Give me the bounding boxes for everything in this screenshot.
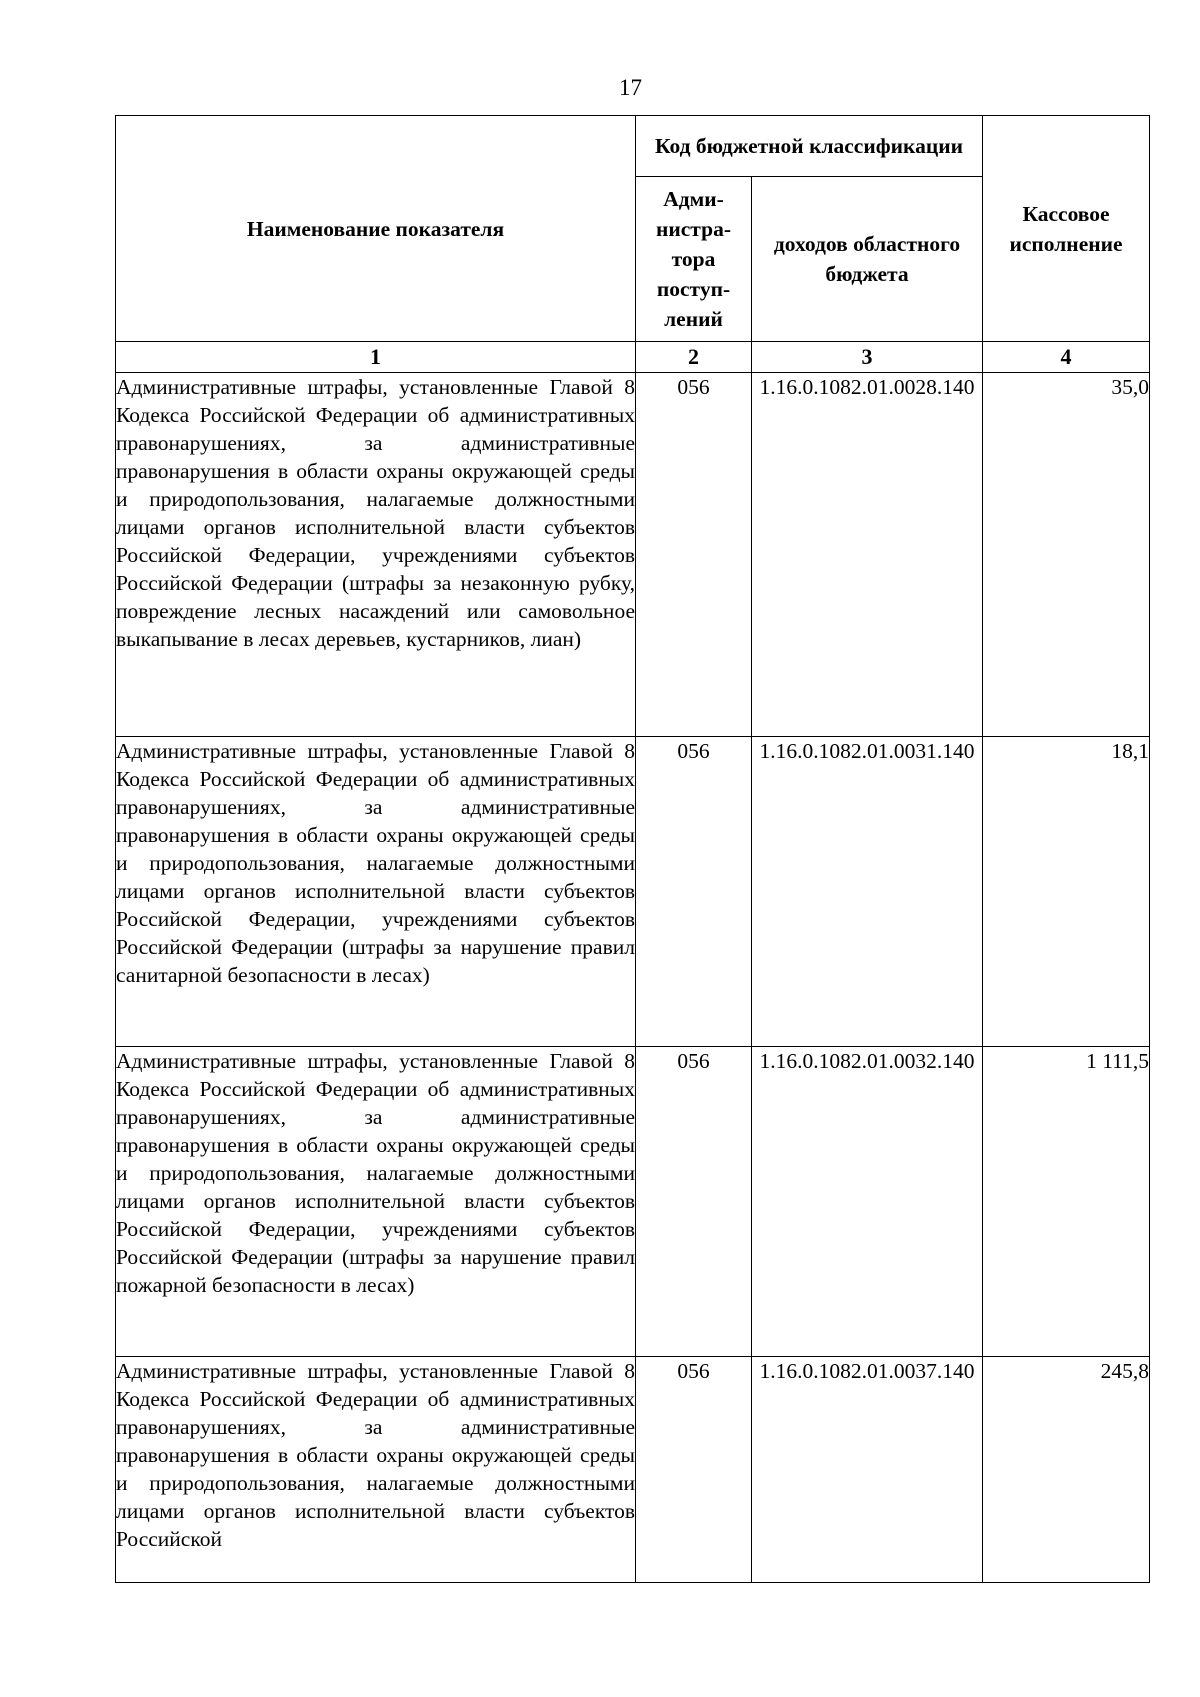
table-row xyxy=(116,1357,1150,1583)
table-row xyxy=(116,373,1150,737)
indicator-name-cell: Административные штрафы, установленные Главой 8 Кодекса Российской Федерации об административных правонарушениях, за административные правонарушения в области охраны окружающей среды и природопользования, налагаемые должностными лицами органов исполнительной власти субъектов Российской xyxy=(116,1357,636,1583)
budget-code-cell: 1.16.0.1082.01.0028.140 xyxy=(752,373,983,737)
column-number-2: 2 xyxy=(636,342,752,373)
column-number-1: 1 xyxy=(116,342,636,373)
budget-code-cell: 1.16.0.1082.01.0032.140 xyxy=(752,1047,983,1357)
table-row xyxy=(116,1047,1150,1357)
budget-code-cell: 1.16.0.1082.01.0031.140 xyxy=(752,737,983,1047)
table-row xyxy=(116,737,1150,1047)
header-budget-code-group: Код бюджетной классификации xyxy=(636,116,983,177)
cash-execution-cell: 35,0 xyxy=(983,373,1150,737)
administrator-code-cell: 056 xyxy=(636,737,752,1047)
page-number: 17 xyxy=(619,75,642,100)
administrator-code-cell: 056 xyxy=(636,373,752,737)
administrator-code-cell: 056 xyxy=(636,1047,752,1357)
cash-execution-cell: 18,1 xyxy=(983,737,1150,1047)
indicator-name-cell: Административные штрафы, установленные Главой 8 Кодекса Российской Федерации об административных правонарушениях, за административные правонарушения в области охраны окружающей среды и природопользования, налагаемые должностными лицами органов исполнительной власти субъектов Российской Федерации, учреждениями субъектов Российской Федерации (штрафы за незаконную рубку, повреждение лесных насаждений или самовольное выкапывание в лесах деревьев, кустарников, лиан) xyxy=(116,373,636,737)
indicator-name-cell: Административные штрафы, установленные Главой 8 Кодекса Российской Федерации об административных правонарушениях, за административные правонарушения в области охраны окружающей среды и природопользования, налагаемые должностными лицами органов исполнительной власти субъектов Российской Федерации, учреждениями субъектов Российской Федерации (штрафы за нарушение правил санитарной безопасности в лесах) xyxy=(116,737,636,1047)
cash-execution-cell: 245,8 xyxy=(983,1357,1150,1583)
header-revenue-administrator: Адми-нистра-тора поступ-лений xyxy=(636,177,752,342)
header-cash-execution: Кассовое исполнение xyxy=(983,116,1150,342)
cash-execution-cell: 1 111,5 xyxy=(983,1047,1150,1357)
budget-code-cell: 1.16.0.1082.01.0037.140 xyxy=(752,1357,983,1583)
indicator-name-cell: Административные штрафы, установленные Главой 8 Кодекса Российской Федерации об административных правонарушениях, за административные правонарушения в области охраны окружающей среды и природопользования, налагаемые должностными лицами органов исполнительной власти субъектов Российской Федерации, учреждениями субъектов Российской Федерации (штрафы за нарушение правил пожарной безопасности в лесах) xyxy=(116,1047,636,1357)
column-number-4: 4 xyxy=(983,342,1150,373)
header-regional-budget-income: доходов областного бюджета xyxy=(752,177,983,342)
revenue-table xyxy=(115,115,1150,1583)
header-indicator-name: Наименование показателя xyxy=(116,116,636,342)
administrator-code-cell: 056 xyxy=(636,1357,752,1583)
column-number-3: 3 xyxy=(752,342,983,373)
